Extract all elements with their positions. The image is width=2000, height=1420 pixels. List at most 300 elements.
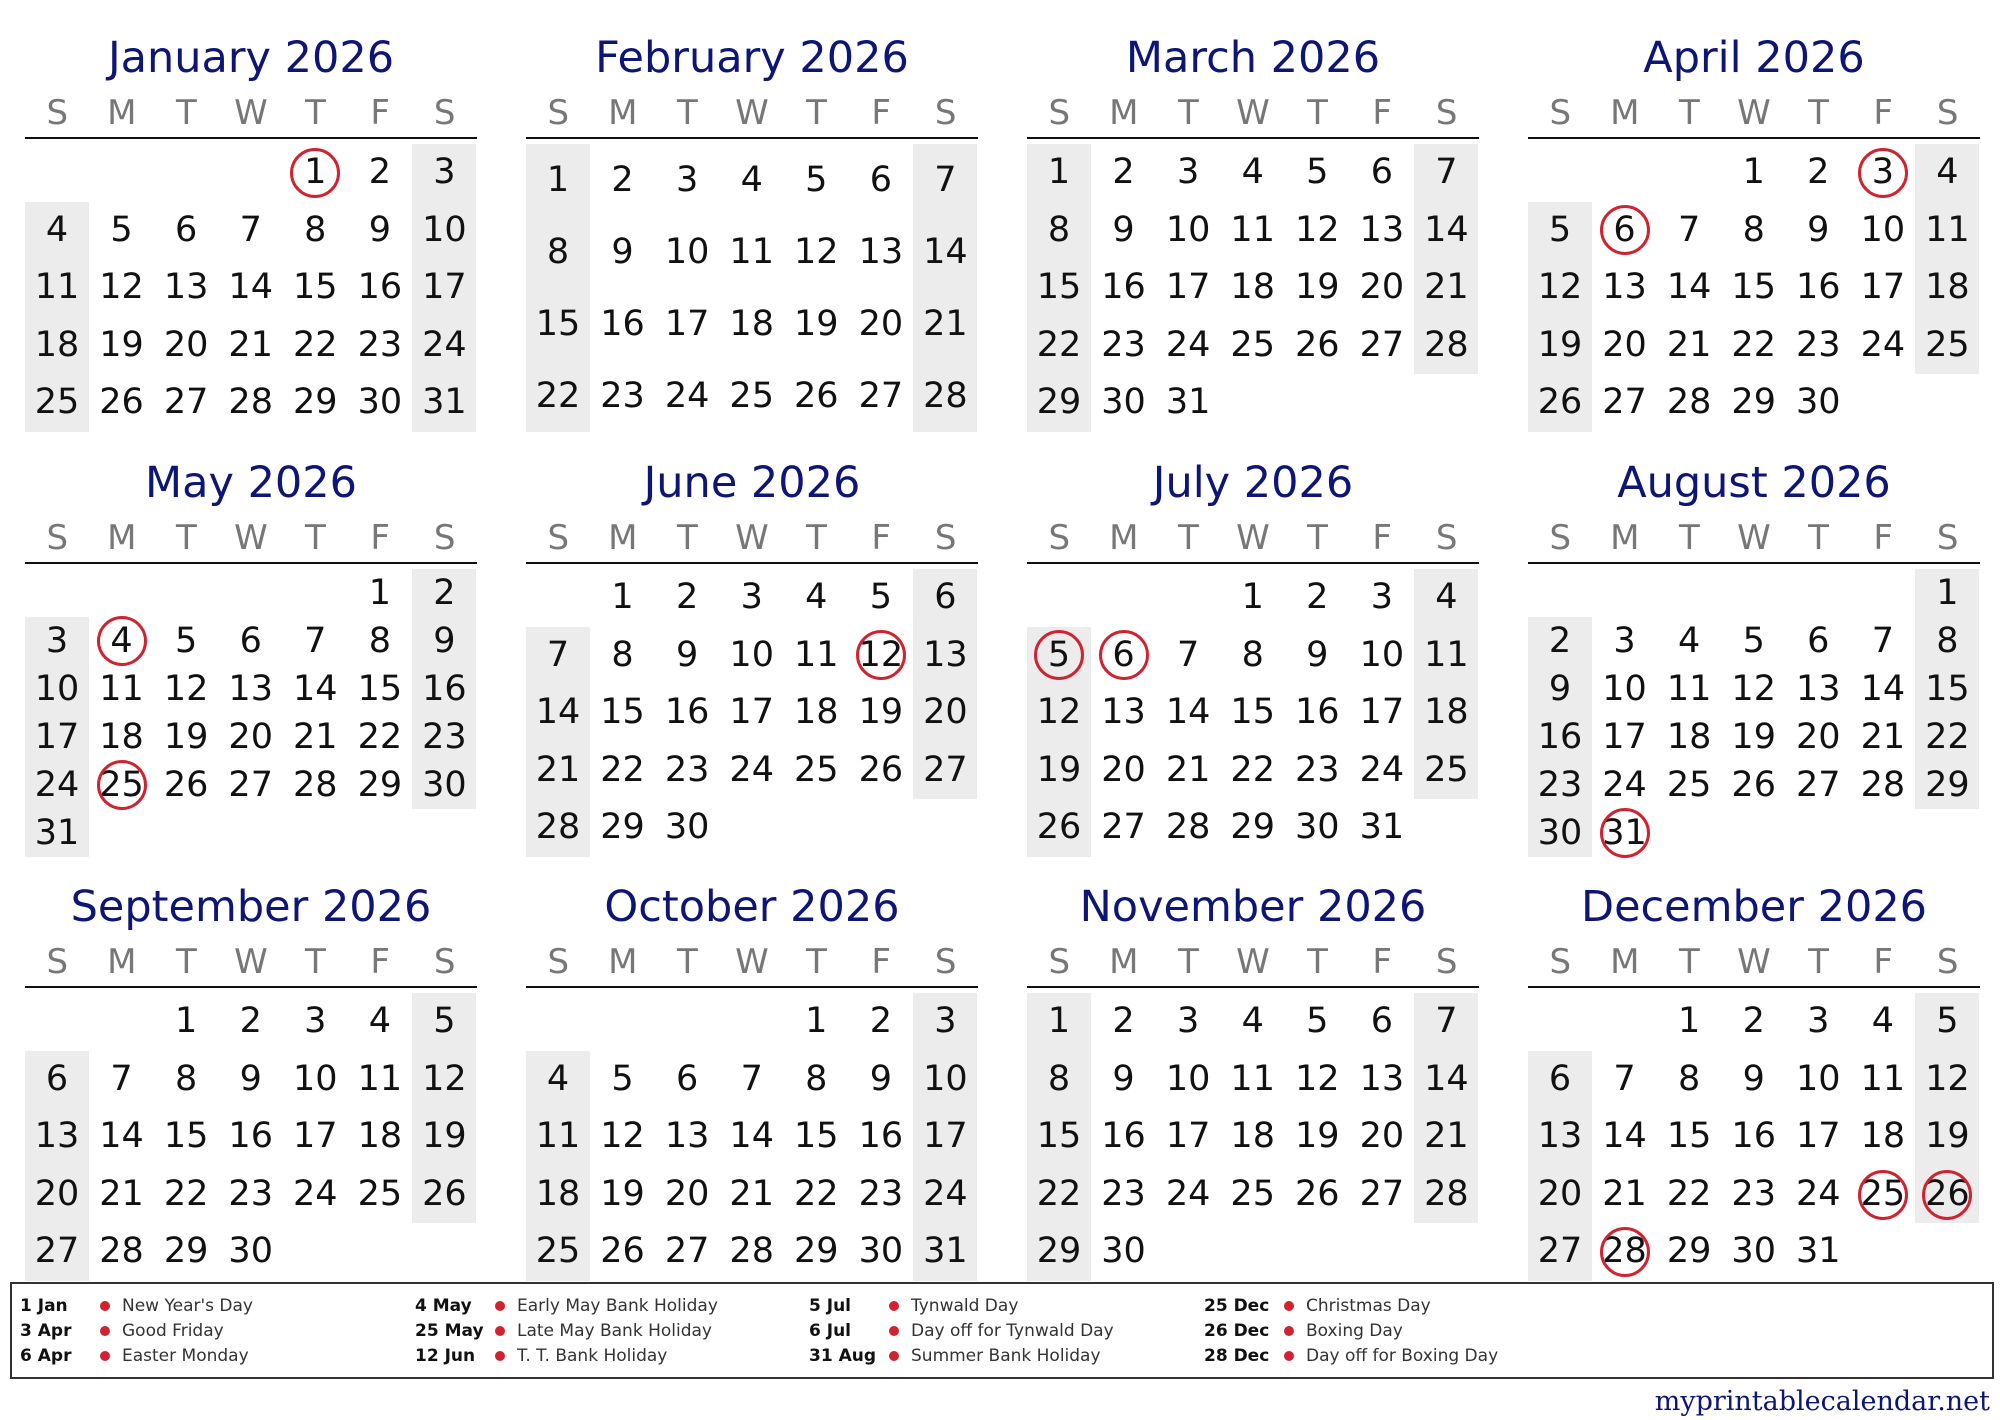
date-cell: 7 bbox=[304, 621, 327, 661]
date-cell: 19 bbox=[1036, 749, 1082, 790]
weekday-label: M bbox=[1109, 518, 1139, 558]
date-cell: 3 bbox=[740, 577, 763, 617]
date-cell: 20 bbox=[1537, 1173, 1583, 1214]
date-cell: 10 bbox=[664, 232, 710, 272]
date-cell: 11 bbox=[357, 1058, 403, 1099]
header-rule bbox=[25, 986, 477, 988]
date-cell: 15 bbox=[292, 267, 338, 308]
holiday-dot-icon bbox=[100, 1351, 110, 1361]
date-cell: 7 bbox=[1176, 634, 1200, 675]
legend-entry bbox=[809, 1344, 1199, 1368]
date-cell: 15 bbox=[1036, 267, 1082, 308]
holiday-dot-icon bbox=[100, 1326, 110, 1336]
weekday-label: T bbox=[1178, 93, 1199, 133]
date-cell: 18 bbox=[1860, 1116, 1906, 1157]
weekday-label: T bbox=[1178, 942, 1199, 982]
date-cell: 14 bbox=[1860, 669, 1906, 709]
date-cell: 29 bbox=[793, 1231, 839, 1272]
date-cell: 2 bbox=[1112, 1001, 1135, 1041]
date-cell: 3 bbox=[304, 1001, 327, 1041]
holiday-dot-icon bbox=[889, 1301, 899, 1311]
date-cell: 4 bbox=[1871, 1001, 1894, 1041]
date-cell: 14 bbox=[1424, 1058, 1469, 1099]
weekday-label: M bbox=[1610, 942, 1640, 982]
date-cell: 30 bbox=[1537, 813, 1583, 853]
header-rule bbox=[526, 986, 978, 988]
date-cell: 23 bbox=[1101, 1173, 1146, 1214]
date-cell: 6 bbox=[1370, 152, 1393, 192]
legend-holiday-name: Christmas Day bbox=[1306, 1296, 1431, 1316]
holiday-dot-icon bbox=[495, 1351, 505, 1361]
date-cell: 9 bbox=[368, 209, 391, 250]
weekday-label: S bbox=[433, 93, 456, 133]
date-cell: 28 bbox=[99, 1231, 144, 1272]
date-cell: 30 bbox=[1101, 1231, 1146, 1272]
weekday-label: T bbox=[1679, 518, 1700, 558]
legend-holiday-name: Early May Bank Holiday bbox=[517, 1296, 718, 1316]
date-cell: 19 bbox=[1537, 324, 1583, 365]
date-cell: 9 bbox=[869, 1058, 892, 1099]
date-cell: 7 bbox=[740, 1058, 763, 1099]
legend-entry bbox=[415, 1344, 805, 1368]
date-cell: 11 bbox=[729, 232, 774, 272]
date-cell: 15 bbox=[793, 1116, 839, 1157]
date-cell: 4 bbox=[1936, 152, 1959, 192]
legend-holiday-name: Late May Bank Holiday bbox=[517, 1321, 712, 1341]
date-cell: 2 bbox=[1742, 1001, 1765, 1041]
date-cell: 11 bbox=[1925, 209, 1970, 250]
date-cell: 24 bbox=[1165, 1173, 1211, 1214]
date-cell: 12 bbox=[1925, 1058, 1970, 1099]
date-cell: 30 bbox=[1101, 382, 1146, 423]
date-cell: 5 bbox=[805, 160, 828, 200]
holiday-date: 6 bbox=[1092, 627, 1156, 685]
date-cell: 17 bbox=[1165, 267, 1211, 308]
date-cell: 13 bbox=[1602, 267, 1647, 308]
header-rule bbox=[1027, 137, 1479, 139]
date-cell: 23 bbox=[357, 324, 403, 365]
date-cell: 4 bbox=[45, 209, 69, 250]
date-cell: 25 bbox=[729, 376, 774, 416]
weekday-label: W bbox=[1236, 518, 1270, 558]
date-cell: 15 bbox=[1036, 1116, 1082, 1157]
weekday-label: T bbox=[176, 93, 197, 133]
date-cell: 25 bbox=[357, 1173, 403, 1214]
month-title: December 2026 bbox=[1580, 882, 1928, 932]
date-cell: 20 bbox=[163, 324, 209, 365]
date-cell: 8 bbox=[174, 1058, 198, 1099]
date-cell: 17 bbox=[1602, 717, 1647, 757]
legend-date: 3 Apr bbox=[20, 1321, 72, 1341]
weekday-label: S bbox=[46, 518, 69, 558]
date-cell: 17 bbox=[923, 1116, 968, 1157]
date-cell: 1 bbox=[611, 577, 634, 617]
date-cell: 28 bbox=[228, 382, 273, 423]
holiday-dot-icon bbox=[1284, 1351, 1294, 1361]
date-cell: 7 bbox=[1613, 1058, 1636, 1099]
date-cell: 15 bbox=[600, 692, 645, 733]
header-rule bbox=[1528, 986, 1980, 988]
date-cell: 8 bbox=[1241, 634, 1264, 675]
date-cell: 26 bbox=[1537, 382, 1583, 423]
date-cell: 15 bbox=[1230, 692, 1275, 733]
date-cell: 8 bbox=[1677, 1058, 1701, 1099]
date-cell: 11 bbox=[1860, 1058, 1906, 1099]
date-cell: 24 bbox=[422, 324, 467, 365]
date-cell: 4 bbox=[805, 577, 828, 617]
date-cell: 21 bbox=[923, 304, 968, 344]
date-cell: 23 bbox=[422, 717, 467, 757]
header-rule bbox=[1528, 137, 1980, 139]
holiday-dot-icon bbox=[1284, 1326, 1294, 1336]
weekday-label: T bbox=[1679, 93, 1700, 133]
date-cell: 16 bbox=[1294, 692, 1340, 733]
holiday-date: 5 bbox=[1027, 627, 1091, 685]
date-cell: 27 bbox=[228, 765, 273, 805]
weekday-label: W bbox=[1236, 93, 1270, 133]
date-cell: 2 bbox=[239, 1001, 262, 1041]
date-cell: 21 bbox=[1666, 324, 1712, 365]
date-cell: 18 bbox=[1230, 1116, 1275, 1157]
date-cell: 14 bbox=[923, 232, 968, 272]
weekday-label: M bbox=[1109, 93, 1139, 133]
date-cell: 15 bbox=[1666, 1116, 1712, 1157]
date-cell: 14 bbox=[292, 669, 338, 709]
legend-date: 1 Jan bbox=[20, 1296, 68, 1316]
date-cell: 8 bbox=[546, 232, 570, 272]
date-cell: 21 bbox=[228, 324, 273, 365]
date-cell: 2 bbox=[1807, 152, 1830, 192]
month-title: May 2026 bbox=[145, 458, 357, 508]
date-cell: 29 bbox=[357, 765, 403, 805]
date-cell: 31 bbox=[422, 382, 467, 423]
legend-entry bbox=[20, 1294, 410, 1318]
legend-date: 12 Jun bbox=[415, 1346, 476, 1366]
date-cell: 23 bbox=[1795, 324, 1841, 365]
date-cell: 30 bbox=[1731, 1231, 1776, 1272]
date-cell: 5 bbox=[1306, 1001, 1329, 1041]
date-cell: 28 bbox=[1165, 807, 1211, 848]
date-cell: 22 bbox=[292, 324, 338, 365]
date-cell: 2 bbox=[1548, 621, 1572, 661]
weekday-header bbox=[25, 90, 477, 136]
weekday-label: S bbox=[1936, 93, 1959, 133]
weekday-label: S bbox=[1936, 518, 1959, 558]
weekday-label: W bbox=[1236, 942, 1270, 982]
legend-entry bbox=[1204, 1294, 1594, 1318]
date-cell: 12 bbox=[99, 267, 144, 308]
weekday-label: W bbox=[1737, 518, 1771, 558]
weekday-header bbox=[25, 515, 477, 561]
legend-holiday-name: Tynwald Day bbox=[911, 1296, 1019, 1316]
date-cell: 22 bbox=[1666, 1173, 1712, 1214]
weekday-label: M bbox=[608, 942, 638, 982]
date-cell: 15 bbox=[535, 304, 581, 344]
weekday-header bbox=[1528, 939, 1980, 985]
holiday-dot-icon bbox=[100, 1301, 110, 1311]
date-cell: 18 bbox=[793, 692, 839, 733]
holiday-date: 26 bbox=[1915, 1166, 1979, 1224]
weekday-header bbox=[526, 515, 978, 561]
date-cell: 6 bbox=[45, 1058, 69, 1099]
legend-date: 6 Jul bbox=[809, 1321, 852, 1341]
weekday-label: F bbox=[1372, 942, 1392, 982]
date-cell: 28 bbox=[729, 1231, 774, 1272]
weekday-label: S bbox=[1048, 518, 1071, 558]
date-cell: 9 bbox=[1112, 209, 1135, 250]
date-cell: 6 bbox=[934, 577, 957, 617]
header-rule bbox=[526, 137, 978, 139]
legend-entry bbox=[809, 1319, 1199, 1343]
date-cell: 6 bbox=[869, 160, 892, 200]
date-cell: 24 bbox=[923, 1173, 968, 1214]
date-cell: 19 bbox=[1731, 717, 1776, 757]
month-title: January 2026 bbox=[107, 33, 395, 83]
date-cell: 27 bbox=[163, 382, 209, 423]
date-cell: 3 bbox=[1370, 577, 1393, 617]
date-cell: 22 bbox=[600, 749, 645, 790]
date-cell: 10 bbox=[1602, 669, 1647, 709]
date-cell: 11 bbox=[1230, 209, 1275, 250]
weekday-label: F bbox=[871, 518, 891, 558]
legend-holiday-name: T. T. Bank Holiday bbox=[517, 1346, 668, 1366]
date-cell: 15 bbox=[163, 1116, 209, 1157]
date-cell: 8 bbox=[805, 1058, 828, 1099]
date-cell: 7 bbox=[1435, 1001, 1458, 1041]
date-cell: 15 bbox=[1731, 267, 1776, 308]
date-cell: 25 bbox=[34, 382, 80, 423]
weekday-label: S bbox=[1048, 942, 1071, 982]
date-cell: 21 bbox=[99, 1173, 144, 1214]
weekday-label: W bbox=[1737, 93, 1771, 133]
weekday-label: F bbox=[370, 942, 390, 982]
date-cell: 19 bbox=[600, 1173, 645, 1214]
date-cell: 21 bbox=[1602, 1173, 1647, 1214]
legend-entry bbox=[415, 1294, 805, 1318]
weekday-label: S bbox=[433, 942, 456, 982]
month-4 bbox=[1528, 14, 1980, 434]
date-cell: 8 bbox=[1936, 621, 1959, 661]
date-cell: 4 bbox=[1677, 621, 1701, 661]
date-cell: 23 bbox=[228, 1173, 273, 1214]
date-cell: 25 bbox=[535, 1231, 581, 1272]
date-cell: 6 bbox=[1548, 1058, 1572, 1099]
date-cell: 14 bbox=[1666, 267, 1712, 308]
legend-date: 26 Dec bbox=[1204, 1321, 1270, 1341]
date-cell: 24 bbox=[1795, 1173, 1841, 1214]
date-cell: 19 bbox=[99, 324, 144, 365]
date-cell: 26 bbox=[858, 749, 904, 790]
month-title: August 2026 bbox=[1617, 458, 1891, 508]
date-cell: 11 bbox=[793, 634, 839, 675]
weekday-label: F bbox=[1372, 93, 1392, 133]
date-cell: 10 bbox=[923, 1058, 968, 1099]
weekday-header bbox=[1027, 939, 1479, 985]
date-cell: 24 bbox=[729, 749, 774, 790]
weekday-label: S bbox=[1435, 518, 1458, 558]
date-cell: 24 bbox=[34, 765, 80, 805]
date-cell: 21 bbox=[1424, 267, 1469, 308]
date-cell: 11 bbox=[1666, 669, 1712, 709]
date-cell: 2 bbox=[675, 577, 699, 617]
date-cell: 29 bbox=[292, 382, 338, 423]
holiday-dot-icon bbox=[889, 1351, 899, 1361]
weekday-label: F bbox=[1873, 942, 1893, 982]
date-cell: 1 bbox=[1241, 577, 1264, 617]
date-cell: 12 bbox=[600, 1116, 645, 1157]
date-cell: 4 bbox=[740, 160, 763, 200]
date-cell: 13 bbox=[1359, 1058, 1405, 1099]
date-cell: 9 bbox=[611, 232, 634, 272]
date-cell: 21 bbox=[1424, 1116, 1469, 1157]
weekday-label: T bbox=[1307, 93, 1328, 133]
date-cell: 2 bbox=[433, 573, 456, 613]
date-cell: 30 bbox=[1294, 807, 1340, 848]
holiday-legend bbox=[10, 1282, 1994, 1379]
weekday-label: F bbox=[370, 93, 390, 133]
weekday-label: F bbox=[1873, 518, 1893, 558]
date-cell: 17 bbox=[664, 304, 710, 344]
date-cell: 12 bbox=[1036, 692, 1082, 733]
date-cell: 27 bbox=[664, 1231, 710, 1272]
weekday-label: T bbox=[1178, 518, 1199, 558]
weekday-label: S bbox=[1435, 942, 1458, 982]
date-cell: 18 bbox=[34, 324, 80, 365]
date-cell: 16 bbox=[664, 692, 710, 733]
month-8 bbox=[1528, 439, 1980, 859]
date-cell: 1 bbox=[805, 1001, 828, 1041]
date-cell: 24 bbox=[1602, 765, 1647, 805]
date-cell: 21 bbox=[1860, 717, 1906, 757]
date-cell: 3 bbox=[1176, 1001, 1200, 1041]
weekday-label: S bbox=[1549, 93, 1572, 133]
weekday-label: M bbox=[107, 518, 137, 558]
legend-date: 25 May bbox=[415, 1321, 484, 1341]
date-cell: 5 bbox=[869, 577, 892, 617]
date-cell: 30 bbox=[357, 382, 403, 423]
date-cell: 1 bbox=[1047, 1001, 1071, 1041]
month-title: November 2026 bbox=[1079, 882, 1427, 932]
date-cell: 27 bbox=[1795, 765, 1841, 805]
weekday-label: T bbox=[806, 942, 827, 982]
date-cell: 1 bbox=[1677, 1001, 1701, 1041]
weekday-label: M bbox=[1109, 942, 1139, 982]
date-cell: 20 bbox=[664, 1173, 710, 1214]
site-watermark[interactable]: myprintablecalendar.net bbox=[1654, 1386, 1990, 1417]
date-cell: 16 bbox=[600, 304, 645, 344]
date-cell: 27 bbox=[858, 376, 904, 416]
date-cell: 10 bbox=[1165, 209, 1211, 250]
date-cell: 27 bbox=[923, 749, 968, 790]
date-cell: 12 bbox=[1537, 267, 1583, 308]
date-cell: 16 bbox=[1731, 1116, 1776, 1157]
weekday-label: S bbox=[1549, 942, 1572, 982]
date-cell: 7 bbox=[546, 634, 570, 675]
date-cell: 5 bbox=[1742, 621, 1765, 661]
date-cell: 9 bbox=[1742, 1058, 1765, 1099]
month-6 bbox=[526, 439, 978, 859]
date-cell: 14 bbox=[535, 692, 581, 733]
holiday-dot-icon bbox=[1284, 1301, 1294, 1311]
date-cell: 1 bbox=[368, 573, 391, 613]
date-cell: 4 bbox=[1435, 577, 1458, 617]
date-cell: 2 bbox=[611, 160, 634, 200]
date-cell: 27 bbox=[1101, 807, 1146, 848]
date-cell: 23 bbox=[1101, 324, 1146, 365]
weekday-label: M bbox=[107, 942, 137, 982]
date-cell: 1 bbox=[1047, 152, 1071, 192]
weekday-label: S bbox=[934, 93, 957, 133]
date-cell: 17 bbox=[292, 1116, 338, 1157]
date-cell: 20 bbox=[858, 304, 904, 344]
date-cell: 5 bbox=[110, 209, 133, 250]
date-cell: 31 bbox=[34, 813, 80, 853]
date-cell: 1 bbox=[1936, 573, 1959, 613]
date-cell: 11 bbox=[34, 267, 80, 308]
weekday-label: W bbox=[234, 93, 268, 133]
date-cell: 22 bbox=[535, 376, 581, 416]
month-3 bbox=[1027, 14, 1479, 434]
weekday-label: S bbox=[1048, 93, 1071, 133]
weekday-label: T bbox=[305, 93, 326, 133]
weekday-label: W bbox=[735, 93, 769, 133]
date-cell: 30 bbox=[228, 1231, 273, 1272]
legend-holiday-name: Summer Bank Holiday bbox=[911, 1346, 1101, 1366]
date-cell: 8 bbox=[1047, 1058, 1071, 1099]
date-cell: 25 bbox=[1424, 749, 1469, 790]
date-cell: 16 bbox=[357, 267, 403, 308]
date-cell: 12 bbox=[422, 1058, 467, 1099]
date-cell: 7 bbox=[110, 1058, 133, 1099]
weekday-label: T bbox=[176, 518, 197, 558]
date-cell: 27 bbox=[1537, 1231, 1583, 1272]
date-cell: 20 bbox=[1359, 267, 1405, 308]
date-cell: 29 bbox=[163, 1231, 209, 1272]
weekday-header bbox=[526, 939, 978, 985]
date-cell: 22 bbox=[1036, 1173, 1082, 1214]
holiday-date: 28 bbox=[1593, 1223, 1657, 1281]
date-cell: 22 bbox=[163, 1173, 209, 1214]
legend-date: 31 Aug bbox=[809, 1346, 877, 1366]
legend-entry bbox=[20, 1344, 410, 1368]
weekday-header bbox=[1027, 515, 1479, 561]
date-cell: 18 bbox=[357, 1116, 403, 1157]
date-cell: 20 bbox=[34, 1173, 80, 1214]
date-cell: 9 bbox=[1807, 209, 1830, 250]
date-cell: 10 bbox=[1795, 1058, 1841, 1099]
month-12 bbox=[1528, 863, 1980, 1283]
weekday-label: F bbox=[871, 93, 891, 133]
date-cell: 27 bbox=[1602, 382, 1647, 423]
date-cell: 8 bbox=[1047, 209, 1071, 250]
month-title: March 2026 bbox=[1125, 33, 1381, 83]
date-cell: 13 bbox=[1537, 1116, 1583, 1157]
date-cell: 8 bbox=[304, 209, 327, 250]
date-cell: 24 bbox=[664, 376, 710, 416]
date-cell: 13 bbox=[34, 1116, 80, 1157]
date-cell: 14 bbox=[1602, 1116, 1647, 1157]
date-cell: 29 bbox=[600, 807, 645, 848]
date-cell: 4 bbox=[368, 1001, 391, 1041]
date-cell: 7 bbox=[1435, 152, 1458, 192]
weekday-label: M bbox=[107, 93, 137, 133]
date-cell: 13 bbox=[1359, 209, 1405, 250]
date-cell: 3 bbox=[433, 152, 456, 192]
legend-date: 5 Jul bbox=[809, 1296, 852, 1316]
date-cell: 20 bbox=[228, 717, 273, 757]
date-cell: 6 bbox=[239, 621, 262, 661]
header-rule bbox=[1027, 986, 1479, 988]
